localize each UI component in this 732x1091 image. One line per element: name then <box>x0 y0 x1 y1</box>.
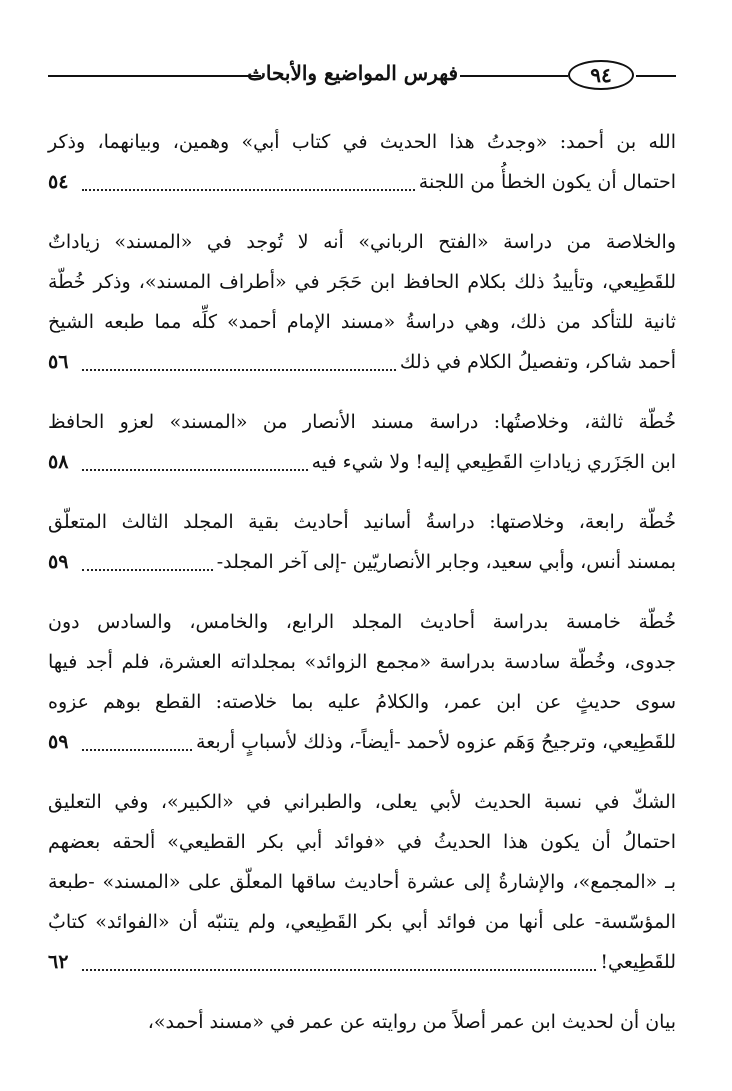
index-entry <box>48 782 676 982</box>
running-title: فهرس المواضيع والأبحاث <box>247 61 458 85</box>
entry-page-number: ٥٩ <box>48 551 69 573</box>
entry-text-line: خُطّة ثالثة، وخلاصتُها: دراسة مسند الأنصار من «المسند» لعزو الحافظ <box>48 411 676 433</box>
entry-last-line <box>48 162 676 202</box>
entry-page-number: ٥٦ <box>48 351 69 373</box>
page-number-oval <box>568 60 634 90</box>
entry-last-line <box>48 942 676 982</box>
index-entry <box>48 122 676 202</box>
index-entry <box>48 502 676 582</box>
entry-page-number: ٥٤ <box>48 171 69 193</box>
entry-text: بمسند أنس، وأبي سعيد، وجابر الأنصاريّين -إلى آخر المجلد- <box>216 551 676 573</box>
entry-text-line: بـ «المجمع»، والإشارةُ إلى عشرة أحاديث ساقها المعلّق على «المسند» -طبعة <box>48 871 676 893</box>
entry-text: للقَطِيعي، وترجيحُ وَهَم عزوه لأحمد -أيضاً-، وذلك لأسبابٍ أربعة <box>196 731 676 753</box>
entry-last-line <box>48 542 676 582</box>
entry-text-line: للقَطِيعي، وتأييدُ ذلك بكلام الحافظ ابن حَجَر في «أطراف المسند»، وذكر خُطّة <box>48 271 676 293</box>
entry-text: أحمد شاكر، وتفصيلُ الكلام في ذلك <box>399 351 676 373</box>
entry-text-line: الله بن أحمد: «وجدتُ هذا الحديث في كتاب أبي» وهمين، وبيانهما، وذكر <box>48 131 676 153</box>
dot-leader <box>82 749 192 751</box>
entry-text: ابن الجَزَري زياداتِ القَطِيعي إليه! ولا شيء فيه <box>311 451 676 473</box>
index-entry <box>48 402 676 482</box>
page-header <box>0 54 732 100</box>
dot-leader <box>82 569 213 571</box>
entry-text-line: الشكّ في نسبة الحديث لأبي يعلى، والطبراني في «الكبير»، وفي التعليق <box>48 791 676 813</box>
entry-text-line: خُطّة رابعة، وخلاصتها: دراسةُ أسانيد أحاديث بقية المجلد الثالث المتعلّق <box>48 511 676 533</box>
index-entry <box>48 222 676 382</box>
entry-text-line: جدوى، وخُطّة سادسة بدراسة «مجمع الزوائد» بمجلداته العشرة، فلم أجد فيها <box>48 651 676 673</box>
dot-leader <box>82 969 596 971</box>
entry-text-line: المؤسّسة- على أنها من فوائد أبي بكر القَطِيعي، ولم يتنبّه أن «الفوائد» كتابٌ <box>48 911 676 933</box>
header-rule-right <box>636 75 676 77</box>
entry-text-line: احتمالُ أن يكون هذا الحديثُ في «فوائد أبي بكر القطيعي» ألحقه بعضهم <box>48 831 676 853</box>
dot-leader <box>82 189 415 191</box>
index-entry <box>48 1002 676 1042</box>
entry-text-line: ثانية للتأكد من ذلك، وهي دراسةُ «مسند الإمام أحمد» كلِّه مما طبعه الشيخ <box>48 311 676 333</box>
page-number: ٩٤ <box>590 63 612 87</box>
entry-text: احتمال أن يكون الخطأُ من اللجنة <box>418 171 676 193</box>
entry-page-number: ٥٨ <box>48 451 69 473</box>
entry-last-line <box>48 342 676 382</box>
header-rule-left <box>48 75 261 77</box>
entry-text-line: بيان أن لحديث ابن عمر أصلاً من روايته عن عمر في «مسند أحمد»، <box>147 1011 676 1033</box>
entry-text-line: خُطّة خامسة بدراسة أحاديث المجلد الرابع، والخامس، والسادس دون <box>48 611 676 633</box>
entry-last-line <box>48 722 676 762</box>
index-entry <box>48 602 676 762</box>
dot-leader <box>82 369 396 371</box>
entry-page-number: ٦٢ <box>48 951 69 973</box>
entry-text-line: والخلاصة من دراسة «الفتح الرباني» أنه لا تُوجد في «المسند» زياداتٌ <box>48 231 676 253</box>
dot-leader <box>82 469 308 471</box>
entry-text-line: سوى حديثٍ عن ابن عمر، والكلامُ عليه بما خلاصته: القطع بوهم عزوه <box>48 691 676 713</box>
entry-text: للقَطِيعي! <box>600 951 676 973</box>
index-entries <box>48 122 676 1062</box>
entry-last-line <box>48 442 676 482</box>
header-rule-middle <box>460 75 568 77</box>
entry-page-number: ٥٩ <box>48 731 69 753</box>
